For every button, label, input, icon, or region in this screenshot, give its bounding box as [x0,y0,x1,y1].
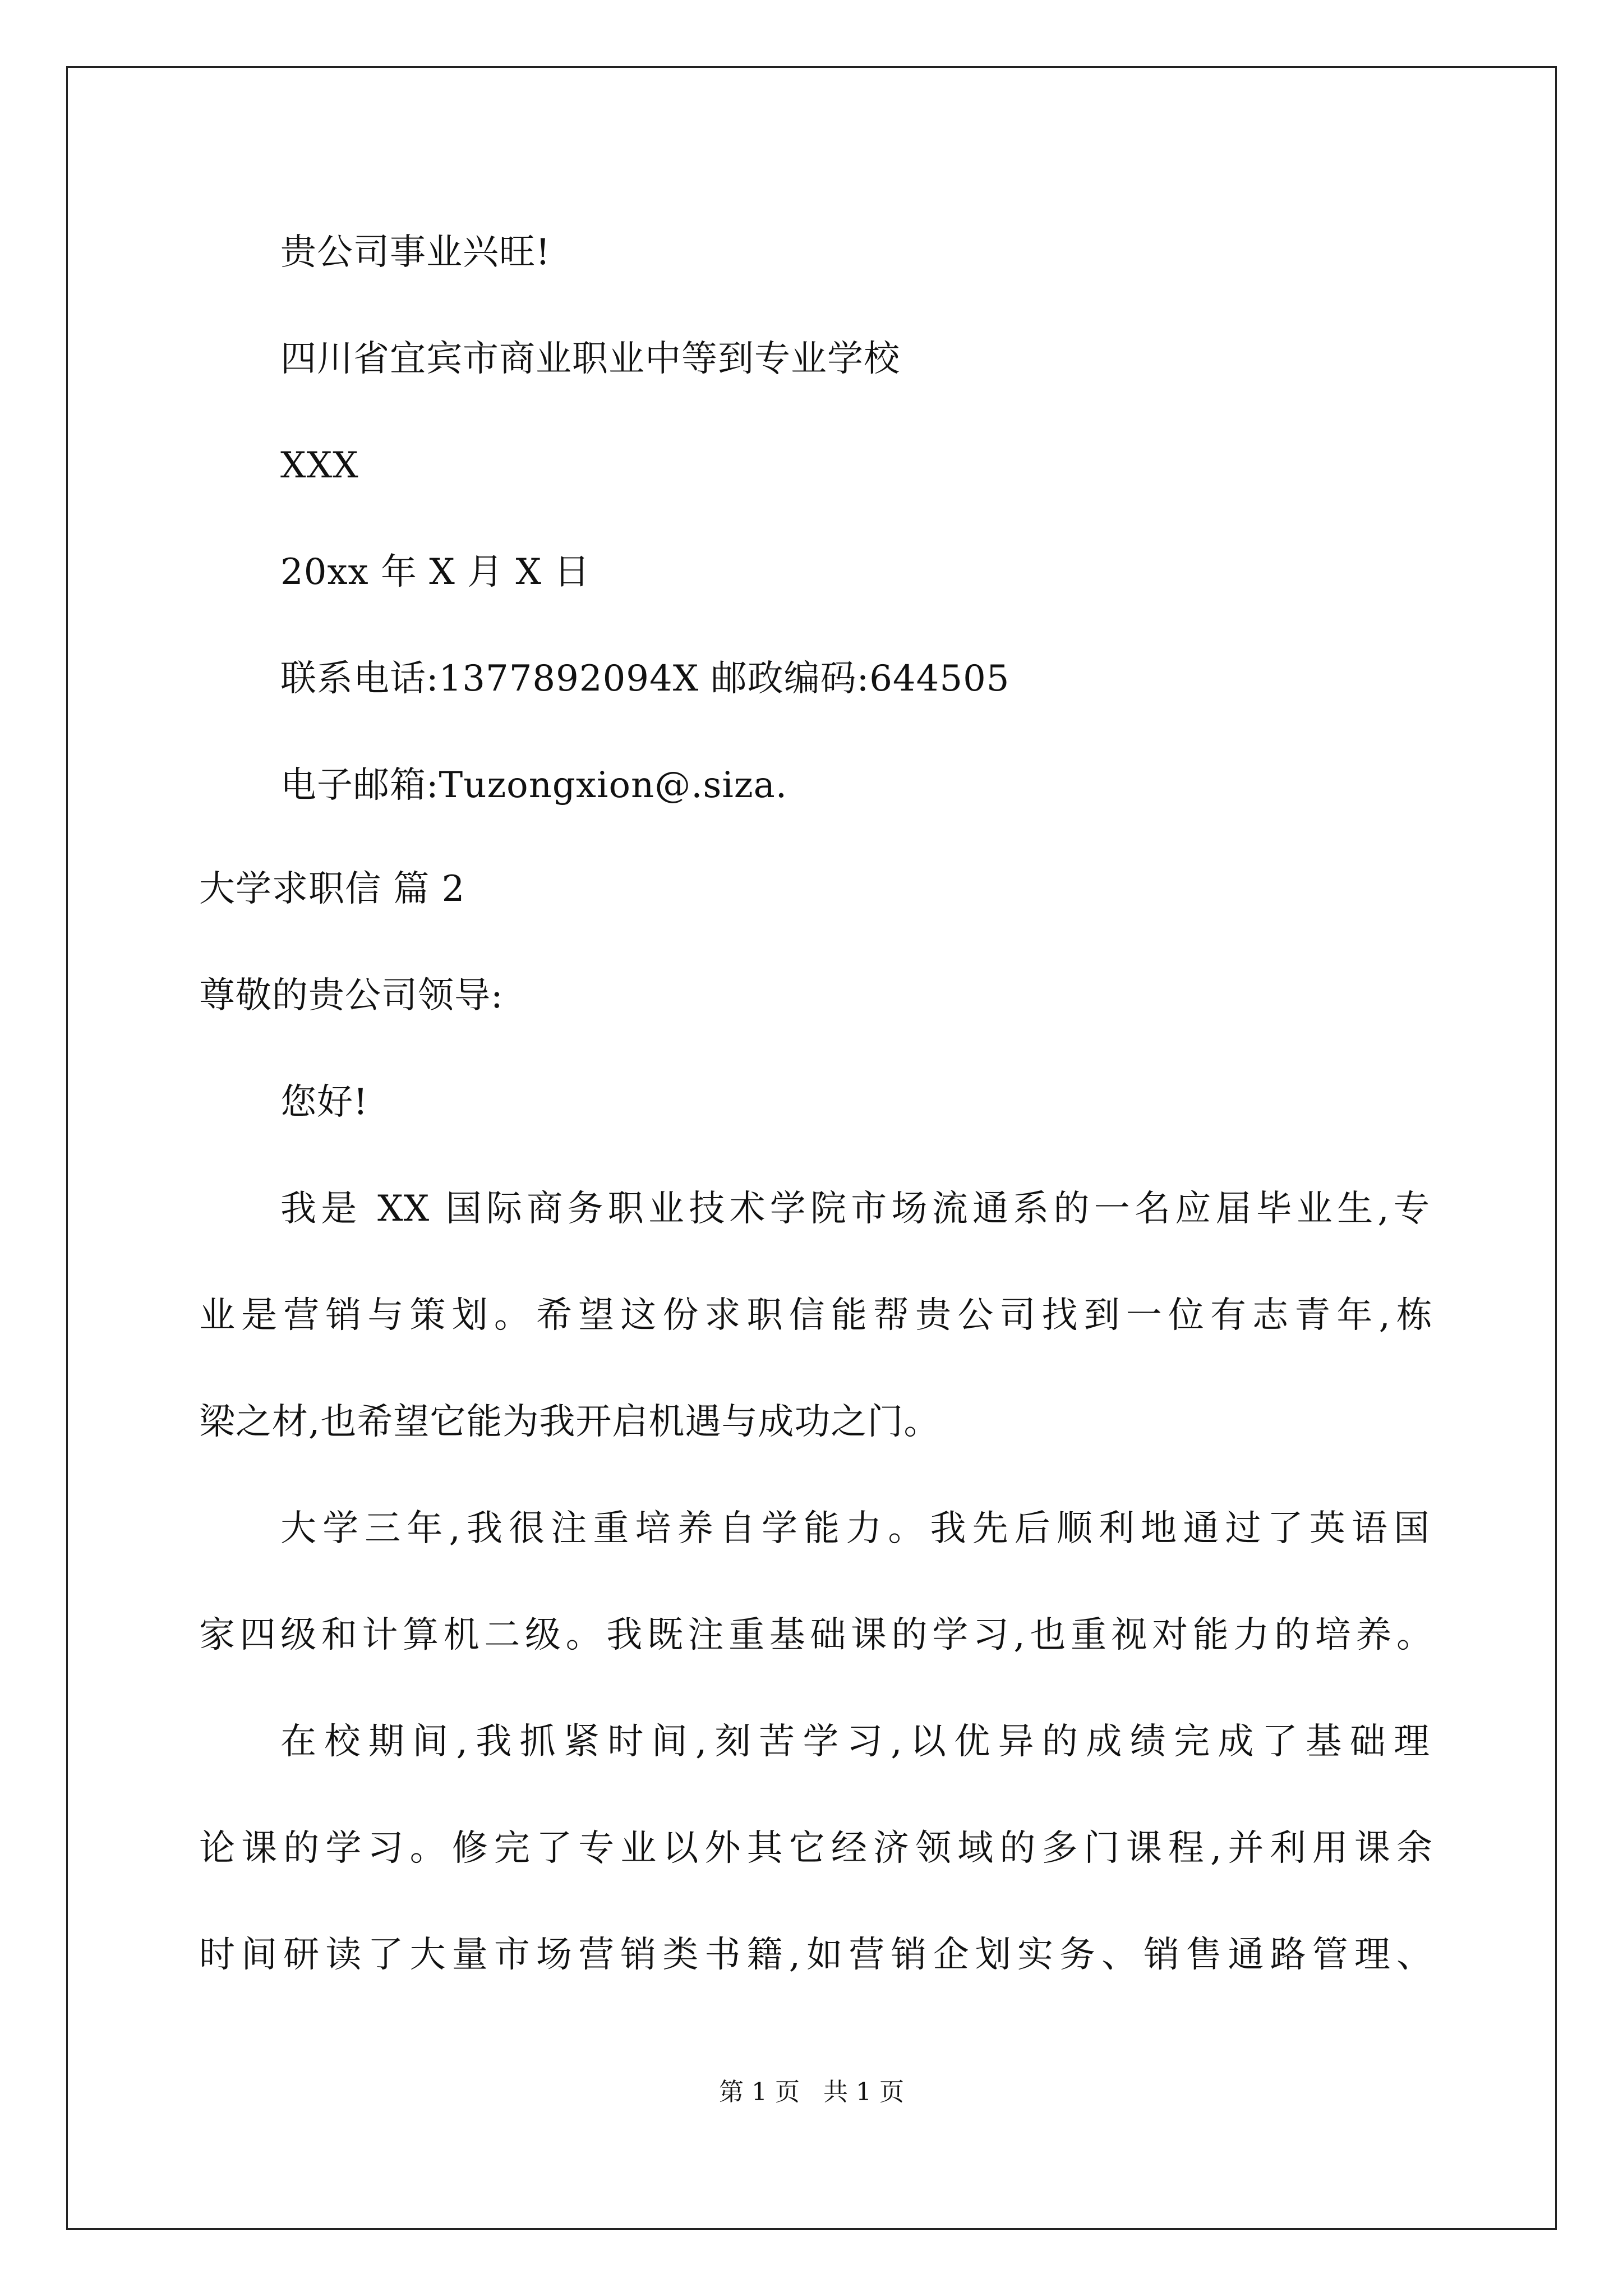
paragraph-3-line-3: 时间研读了大量市场营销类书籍,如营销企划实务、销售通路管理、 [199,1934,1433,1976]
paragraph-2-line-1: 大学三年,我很注重培养自学能力。我先后顺利地通过了英语国 [280,1508,1430,1549]
section-heading: 大学求职信 篇 2 [199,868,465,910]
contact-email: 电子邮箱:Tuzongxion@.siza. [280,765,788,806]
closing-wish: 贵公司事业兴旺! [280,232,551,273]
contact-phone-postcode: 联系电话:1377892094X 邮政编码:644505 [280,658,1010,700]
paragraph-2-line-2: 家四级和计算机二级。我既注重基础课的学习,也重视对能力的培养。 [199,1614,1433,1656]
paragraph-1-line-2: 业是营销与策划。希望这份求职信能帮贵公司找到一位有志青年,栋 [199,1295,1433,1336]
signature-name: XXX [280,445,359,486]
letter-date: 20xx 年 X 月 X 日 [280,551,591,593]
greeting: 您好! [280,1082,368,1123]
paragraph-3-line-1: 在校期间,我抓紧时间,刻苦学习,以优异的成绩完成了基础理 [280,1721,1430,1763]
salutation: 尊敬的贵公司领导: [199,975,504,1016]
paragraph-1-line-1: 我是 XX 国际商务职业技术学院市场流通系的一名应届毕业生,专 [280,1188,1430,1230]
school-name: 四川省宜宾市商业职业中等到专业学校 [280,338,900,380]
paragraph-3-line-2: 论课的学习。修完了专业以外其它经济领域的多门课程,并利用课余 [199,1828,1433,1869]
page-border [66,66,1557,2230]
page-footer: 第 1 页 共 1 页 [719,2078,904,2106]
paragraph-1-line-3: 梁之材,也希望它能为我开启机遇与成功之门。 [199,1401,940,1443]
